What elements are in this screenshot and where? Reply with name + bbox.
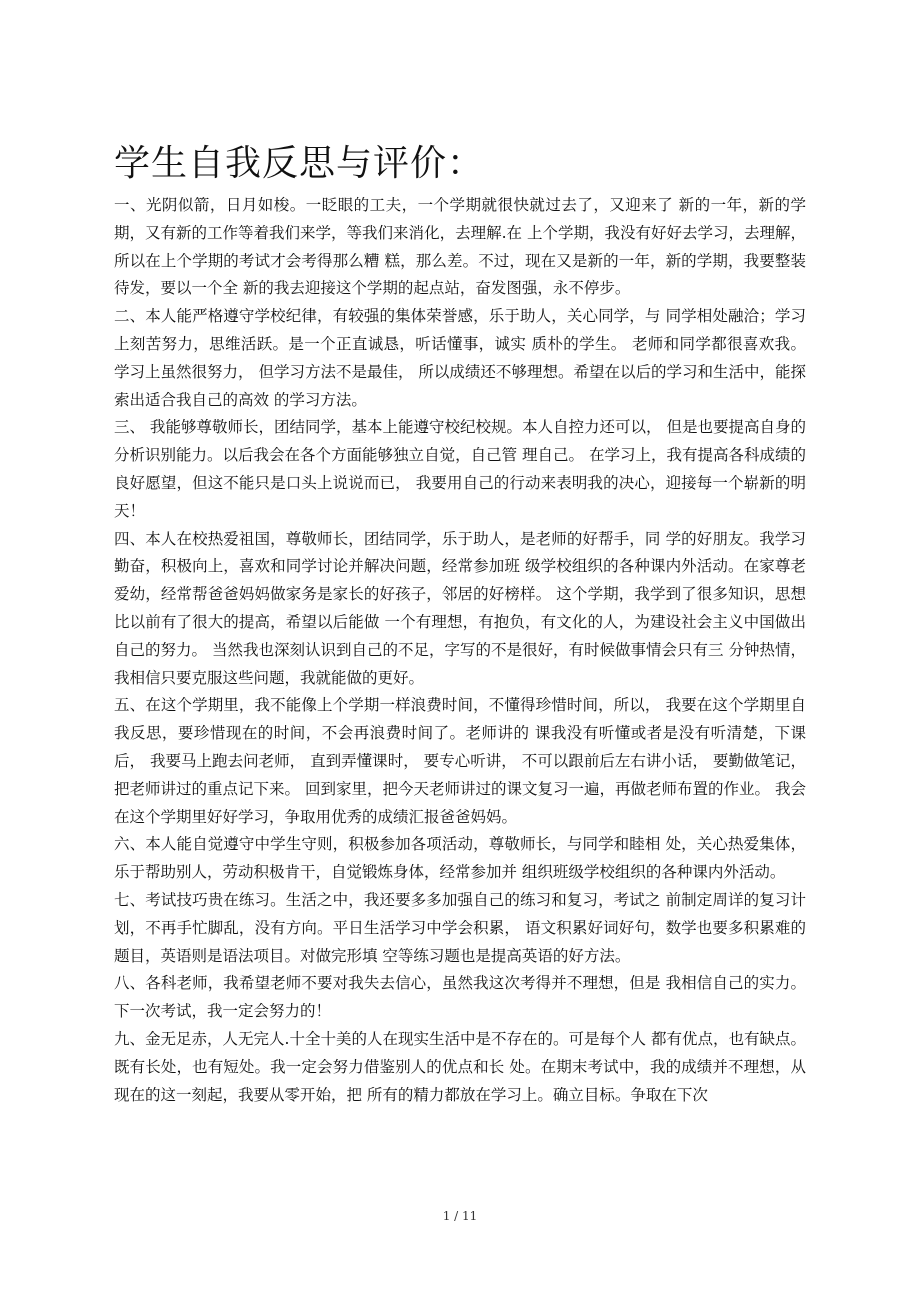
paragraph-2: 二、本人能严格遵守学校纪律，有较强的集体荣誉感，乐于助人，关心同学，与 同学相处融洽；学习上刻苦努力，思维活跃。是一个正直诚恳，听话懂事，诚实 质朴的学生。 老师和同学都很喜欢我。 学习上虽然很努力， 但学习方法不是最佳， 所以成绩还不够理想。希望在以后的学习和生活中，能探索出适合我自己的高效 的学习方法。 xyxy=(114,307,806,409)
page-title: 学生自我反思与评价： xyxy=(114,143,485,184)
paragraph-4: 四、本人在校热爱祖国，尊敬师长，团结同学，乐于助人，是老师的好帮手，同 学的好朋友。我学习勤奋，积极向上，喜欢和同学讨论并解决问题，经常参加班 级学校组织的各种课内外活动。在家尊老爱幼，经常帮爸爸妈妈做家务是家长的好孩子，邻居的好榜样。 这个学期，我学到了很多知识，思想比以前有了很大的提高，希望以后能做 一个有理想，有抱负，有文化的人，为建设社会主义中国做出自己的努力。 当然我也深刻认识到自己的不足，字写的不是很好，有时候做事情会只有三 分钟热情，我相信只要克服这些问题，我就能做的更好。 xyxy=(114,529,806,687)
paragraph-3: 三、 我能够尊敬师长，团结同学，基本上能遵守校纪校规。本人自控力还可以， 但是也要提高自身的分析识别能力。以后我会在各个方面能够独立自觉，自己管 理自己。 在学习上，我有提高各科成绩的良好愿望，但这不能只是口头上说说而已， 我要用自己的行动来表明我的决心，迎接每一个崭新的明天！ xyxy=(114,418,806,520)
paragraph-6: 六、本人能自觉遵守中学生守则，积极参加各项活动，尊敬师长，与同学和睦相 处，关心热爱集体，乐于帮助别人，劳动积极肯干，自觉锻炼身体，经常参加并 组织班级学校组织的各种课内外活动。 xyxy=(114,835,806,882)
document-body xyxy=(114,192,806,1109)
paragraph-8: 八、各科老师，我希望老师不要对我失去信心，虽然我这次考得并不理想，但是 我相信自己的实力。下一次考试，我一定会努力的！ xyxy=(114,974,806,1021)
paragraph-1: 一、光阴似箭，日月如梭。一眨眼的工夫，一个学期就很快就过去了，又迎来了 新的一年，新的学期，又有新的工作等着我们来学，等我们来消化，去理解.在 上个学期，我没有好好去学习，去理解，所以在上个学期的考试才会考得那么糟 糕，那么差。不过，现在又是新的一年，新的学期，我要整装待发，要以一个全 新的我去迎接这个学期的起点站，奋发图强，永不停步。 xyxy=(114,196,806,298)
paragraph-5: 五、在这个学期里，我不能像上个学期一样浪费时间，不懂得珍惜时间，所以， 我要在这个学期里自我反思，要珍惜现在的时间，不会再浪费时间了。老师讲的 课我没有听懂或者是没有听清楚，下课后， 我要马上跑去问老师， 直到弄懂课时， 要专心听讲， 不可以跟前后左右讲小话， 要勤做笔记， 把老师讲过的重点记下来。 回到家里，把今天老师讲过的课文复习一遍，再做老师布置的作业。 我会在这个学期里好好学习，争取用优秀的成绩汇报爸爸妈妈。 xyxy=(114,696,806,826)
paragraph-9: 九、金无足赤，人无完人.十全十美的人在现实生活中是不存在的。可是每个人 都有优点，也有缺点。既有长处，也有短处。我一定会努力借鉴别人的优点和长 处。在期末考试中，我的成绩并不理想，从现在的这一刻起，我要从零开始，把 所有的精力都放在学习上。确立目标。争取在下次 xyxy=(114,1029,806,1104)
paragraph-7: 七、考试技巧贵在练习。生活之中，我还要多多加强自己的练习和复习，考试之 前制定周详的复习计划，不再手忙脚乱，没有方向。平日生活学习中学会积累， 语文积累好词好句，数学也要多积累难的题目，英语则是语法项目。对做完形填 空等练习题也是提高英语的好方法。 xyxy=(114,890,806,965)
page-number: 1 / 11 xyxy=(442,1209,478,1223)
